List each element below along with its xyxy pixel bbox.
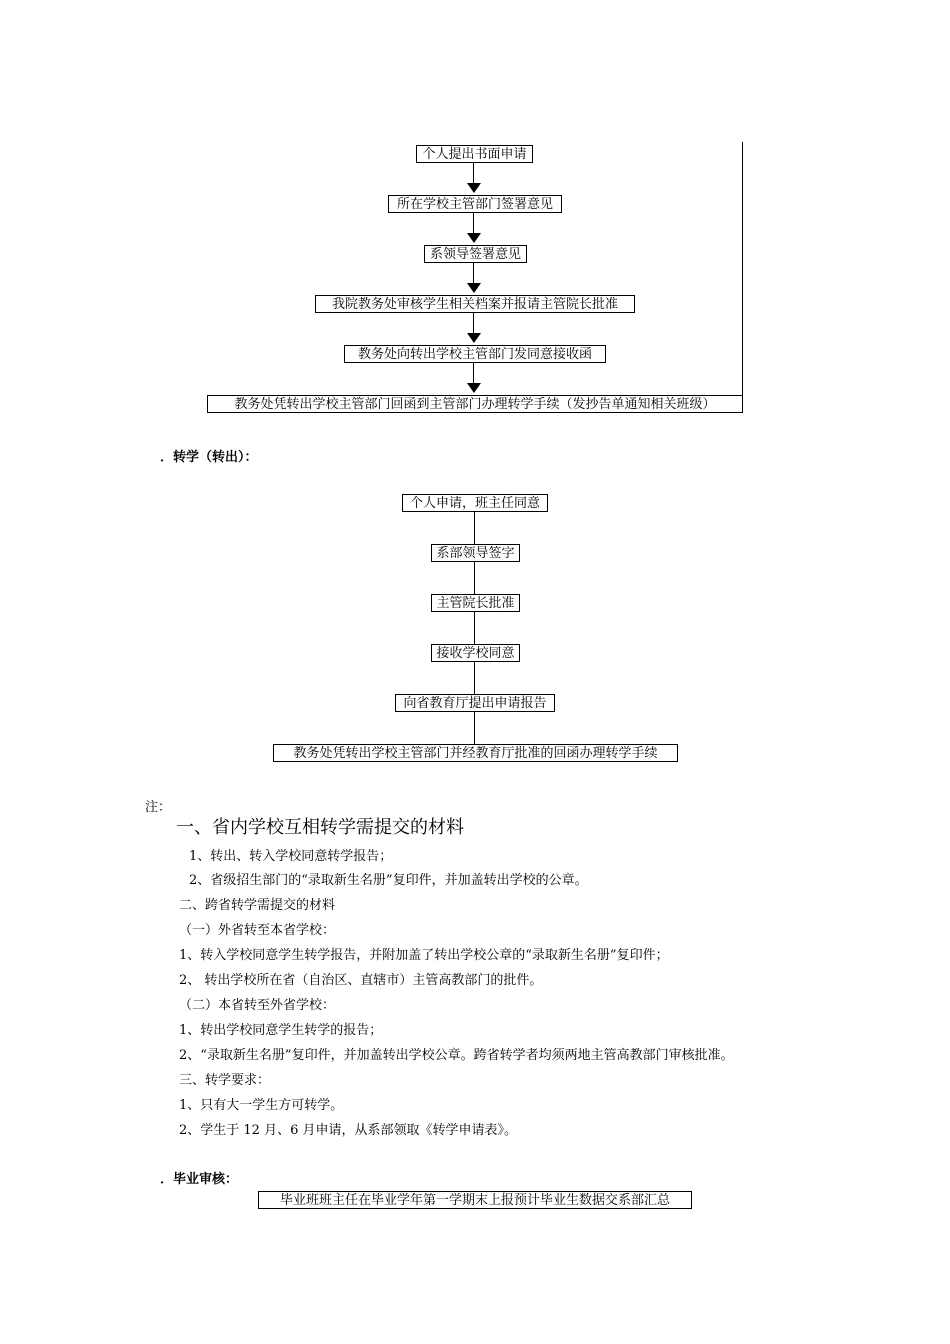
note-line: 2、省级招生部门的“录取新生名册”复印件，并加盖转出学校的公章。 [189, 873, 588, 888]
note-line: 三、转学要求： [179, 1073, 271, 1088]
flow2-connector-5 [474, 712, 475, 744]
flow1-arrow-4 [467, 313, 481, 343]
note-line: 1、转入学校同意学生转学报告，并附加盖了转出学校公章的“录取新生名册”复印件； [179, 948, 669, 963]
note-line: 2、 转出学校所在省（自治区、直辖市）主管高教部门的批件。 [179, 973, 543, 988]
note-line: 1、转出学校同意学生转学的报告； [179, 1023, 383, 1038]
flow2-step-3: 主管院长批准 [431, 594, 520, 612]
flow2-connector-4 [474, 662, 475, 694]
flow1-step-6: 教务处凭转出学校主管部门回函到主管部门办理转学手续（发抄告单通知相关班级） [207, 395, 743, 413]
notes-label: 注： [145, 800, 172, 815]
flow1-arrow-3 [467, 263, 481, 293]
note-line: （二）本省转至外省学校： [179, 998, 336, 1013]
flow1-step-1: 个人提出书面申请 [416, 145, 533, 163]
note-line: 1、转出、转入学校同意转学报告； [189, 849, 393, 864]
flow1-arrow-2 [467, 213, 481, 243]
flow1-side-line [742, 142, 743, 412]
flow2-step-4: 接收学校同意 [431, 644, 520, 662]
graduation-step-1: 毕业班班主任在毕业学年第一学期末上报预计毕业生数据交系部汇总 [258, 1191, 692, 1209]
note-line: 1、只有大一学生方可转学。 [179, 1098, 344, 1113]
flow1-step-5: 教务处向转出学校主管部门发同意接收函 [344, 345, 606, 363]
flow2-connector-1 [474, 512, 475, 544]
flow1-step-4: 我院教务处审核学生相关档案并报请主管院长批准 [315, 295, 635, 313]
flow2-step-6: 教务处凭转出学校主管部门并经教育厅批准的回函办理转学手续 [273, 744, 678, 762]
flow1-arrow-5 [467, 363, 481, 393]
section-heading-graduation: ．毕业审核： [160, 1172, 239, 1187]
section-heading-transfer-out: ．转学（转出）： [160, 450, 258, 465]
note-line: 2、“录取新生名册”复印件，并加盖转出学校公章。跨省转学者均须两地主管高教部门审核批准。 [179, 1048, 734, 1063]
flow2-step-5: 向省教育厅提出申请报告 [395, 694, 555, 712]
flow2-step-1: 个人申请，班主任同意 [402, 494, 548, 512]
note-line: （一）外省转至本省学校： [179, 923, 336, 938]
flow1-arrow-1 [467, 163, 481, 193]
note-line: 2、学生于 12 月、6 月申请，从系部领取《转学申请表》。 [179, 1123, 517, 1138]
note-line: 二、跨省转学需提交的材料 [179, 898, 336, 913]
flow2-connector-3 [474, 612, 475, 644]
flow2-connector-2 [474, 562, 475, 594]
flow1-step-2: 所在学校主管部门签署意见 [388, 195, 562, 213]
flow2-step-2: 系部领导签字 [431, 544, 520, 562]
flow1-step-3: 系领导签署意见 [424, 245, 527, 263]
notes-title: 一、省内学校互相转学需提交的材料 [176, 817, 464, 838]
